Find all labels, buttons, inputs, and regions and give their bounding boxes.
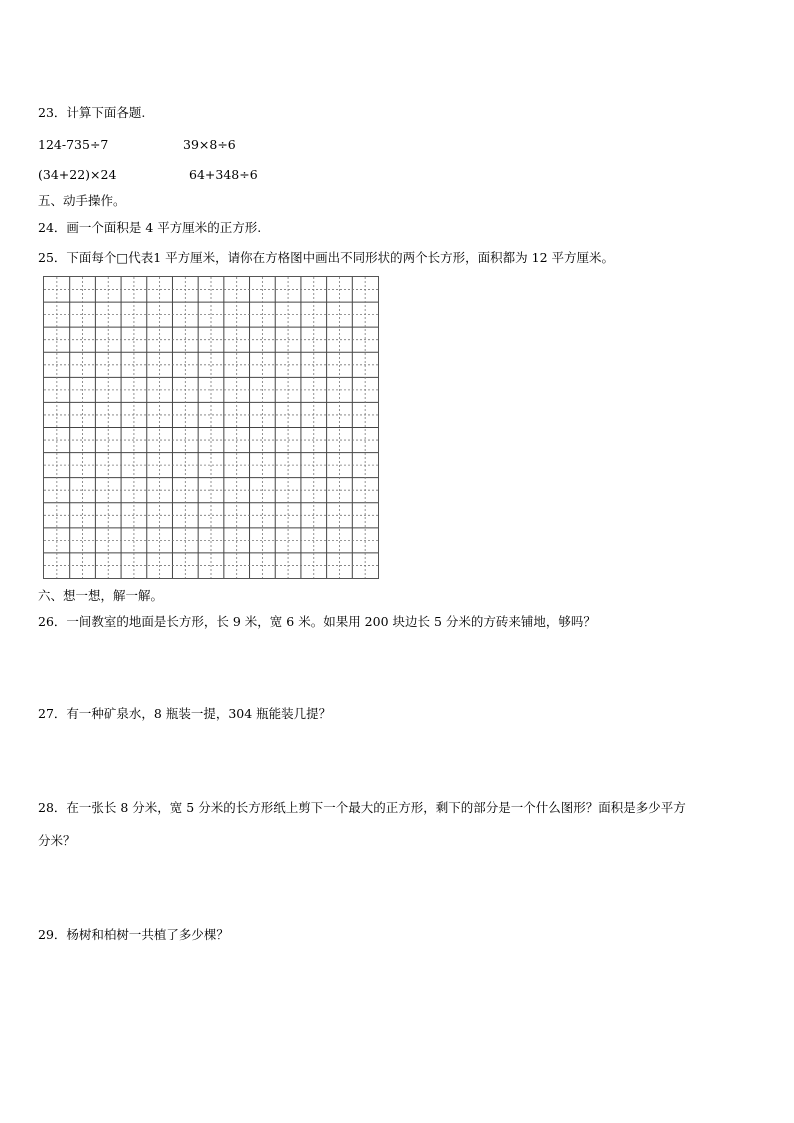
question-29: 29．杨树和柏树一共植了多少棵？ bbox=[38, 927, 229, 942]
expression-4: 64+348÷6 bbox=[189, 167, 258, 182]
expression-2: 39×8÷6 bbox=[183, 137, 236, 152]
grid-lines bbox=[44, 277, 378, 578]
question-24: 24．画一个面积是 4 平方厘米的正方形. bbox=[38, 220, 262, 235]
question-26: 26．一间教室的地面是长方形，长 9 米，宽 6 米。如果用 200 块边长 5 分米的方砖来铺地，够吗？ bbox=[38, 614, 596, 629]
expression-1: 124-735÷7 bbox=[38, 137, 109, 152]
question-27: 27．有一种矿泉水，8 瓶装一提，304 瓶能装几提？ bbox=[38, 706, 332, 721]
section-5-heading: 五、动手操作。 bbox=[38, 193, 126, 208]
expression-3: (34+22)×24 bbox=[38, 167, 117, 182]
question-25: 25．下面每个□代表1 平方厘米，请你在方格图中画出不同形状的两个长方形，面积都为 12 平方厘米。 bbox=[38, 250, 614, 265]
question-23-title: 23．计算下面各题. bbox=[38, 105, 146, 120]
section-6-heading: 六、想一想，解一解。 bbox=[38, 588, 164, 603]
question-28-line-2: 分米？ bbox=[38, 833, 76, 848]
square-grid[interactable] bbox=[43, 276, 379, 579]
question-28-line-1: 28．在一张长 8 分米，宽 5 分米的长方形纸上剪下一个最大的正方形，剩下的部分是一个什么图形？面积是多少平方 bbox=[38, 800, 686, 815]
